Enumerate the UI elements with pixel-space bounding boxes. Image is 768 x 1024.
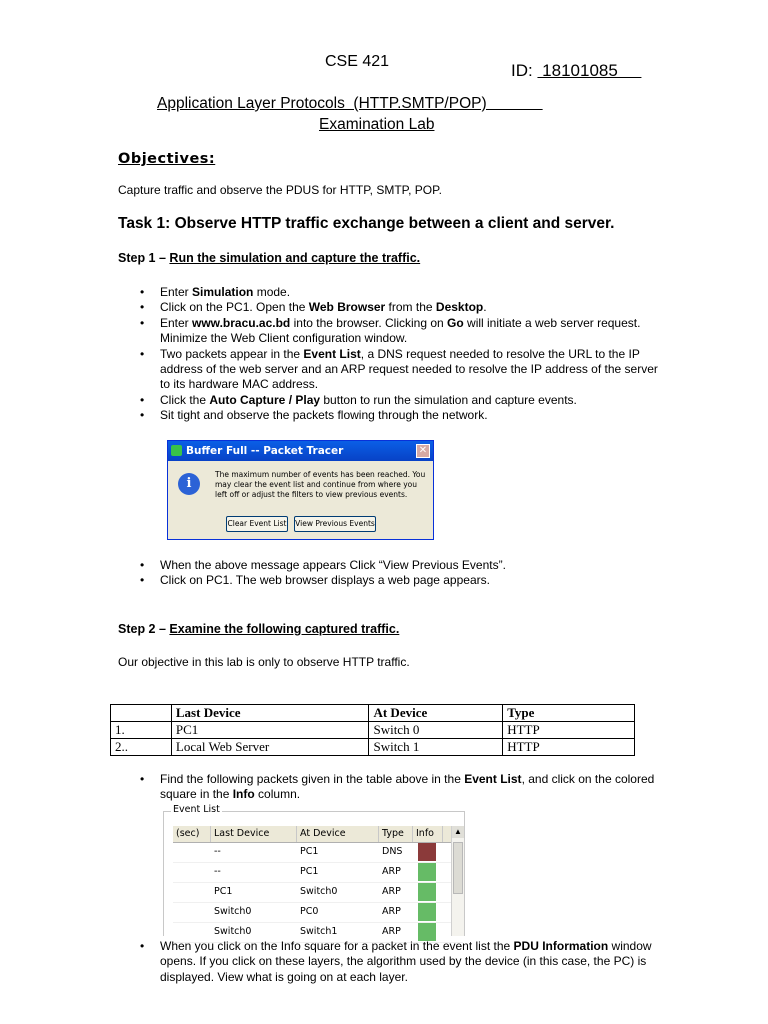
list-item: • When the above message appears Click “View Previous Events”.	[138, 558, 658, 573]
event-type: ARP	[382, 866, 401, 877]
event-at-device: PC0	[300, 906, 319, 917]
event-row[interactable]	[173, 863, 463, 883]
list-item: • When you click on the Info square for a packet in the event list the PDU Information window opens. If you click on these layers, the algorithm used by the device (in this case, the PC) is displayed. View what is going on at each layer.	[138, 939, 658, 985]
event-info-cell	[413, 843, 443, 862]
event-time	[173, 883, 211, 902]
list-item: • Click the Auto Capture / Play button to run the simulation and capture events.	[138, 393, 658, 408]
table-cell: PC1	[171, 722, 369, 739]
id-label: ID:	[511, 61, 538, 80]
dialog-message: The maximum number of events has been reached. You may clear the event list and continue from where you left off or adjust the filters to view previous events.	[215, 470, 426, 499]
list-item: • Enter www.bracu.ac.bd into the browser. Clicking on Go will initiate a web server request. Minimize the Web Client configuration window.	[138, 316, 658, 347]
event-list-header	[173, 826, 463, 843]
buffer-full-dialog	[167, 440, 434, 540]
column-header-type[interactable]: Type	[379, 826, 413, 842]
step2-prefix: Step 2 –	[118, 622, 170, 636]
event-list-panel	[161, 804, 466, 937]
table-header-row	[111, 705, 635, 722]
event-list-grid	[173, 826, 463, 943]
list-item: • Find the following packets given in the table above in the Event List, and click on the colored square in the Info column.	[138, 772, 658, 803]
event-row[interactable]	[173, 883, 463, 903]
event-row[interactable]	[173, 903, 463, 923]
event-last-device: --	[214, 846, 221, 857]
table-header	[111, 705, 172, 722]
task1-heading: Task 1: Observe HTTP traffic exchange between a client and server.	[118, 215, 615, 232]
list-item: • Click on the PC1. Open the Web Browser from the Desktop.	[138, 300, 658, 315]
event-type: ARP	[382, 886, 401, 897]
event-time	[173, 843, 211, 862]
step1-bullet-list	[138, 285, 658, 424]
event-last-device: PC1	[214, 886, 233, 897]
table-cell: Switch 1	[369, 739, 503, 756]
table-cell: Switch 0	[369, 722, 503, 739]
event-time	[173, 863, 211, 882]
step2-title: Examine the following captured traffic.	[169, 622, 400, 636]
event-row[interactable]	[173, 843, 463, 863]
event-list-legend: Event List	[173, 804, 220, 815]
event-last-device: --	[214, 866, 221, 877]
list-item: • Click on PC1. The web browser displays a web page appears.	[138, 573, 658, 588]
info-icon: i	[178, 473, 200, 495]
step2-bullet-list	[138, 772, 658, 803]
step1-heading	[118, 251, 420, 265]
dialog-titlebar	[168, 441, 433, 461]
event-at-device: PC1	[300, 846, 319, 857]
column-header-info[interactable]: Info	[413, 826, 443, 842]
lab-title-line1: Application Layer Protocols (HTTP.SMTP/POP)	[157, 95, 543, 112]
objectives-text: Capture traffic and observe the PDUS for HTTP, SMTP, POP.	[118, 183, 442, 197]
table-cell: 1.	[111, 722, 172, 739]
info-color-square[interactable]	[418, 883, 436, 901]
view-previous-events-button[interactable]: View Previous Events	[294, 516, 376, 532]
event-last-device: Switch0	[214, 906, 252, 917]
step1-bullet-list-2	[138, 558, 658, 589]
dialog-title: Buffer Full -- Packet Tracer	[186, 445, 344, 457]
step2-heading	[118, 622, 399, 636]
lab-title-line2: Examination Lab	[319, 116, 435, 133]
list-item: • Enter Simulation mode.	[138, 285, 658, 300]
event-last-device: Switch0	[214, 926, 252, 937]
event-time	[173, 903, 211, 922]
table-row	[111, 722, 635, 739]
event-at-device: Switch0	[300, 886, 338, 897]
close-icon[interactable]: ✕	[416, 444, 430, 458]
column-header-at-device[interactable]: At Device	[297, 826, 379, 842]
id-value: 18101085	[537, 61, 642, 80]
step2-intro: Our objective in this lab is only to observe HTTP traffic.	[118, 655, 410, 669]
course-code: CSE 421	[325, 53, 390, 70]
table-cell: HTTP	[503, 739, 635, 756]
list-item: • Two packets appear in the Event List, a DNS request needed to resolve the URL to the IP address of the web server and an ARP request needed to resolve the IP address of the server to its hardware MAC address.	[138, 347, 658, 393]
step1-prefix: Step 1 –	[118, 251, 170, 265]
student-id	[511, 61, 641, 81]
step1-title: Run the simulation and capture the traffic.	[169, 251, 421, 265]
column-header-sec[interactable]: (sec)	[173, 826, 211, 842]
event-type: ARP	[382, 906, 401, 917]
table-cell: Local Web Server	[171, 739, 369, 756]
http-packets-table	[110, 704, 635, 756]
event-at-device: Switch1	[300, 926, 338, 937]
event-type: ARP	[382, 926, 401, 937]
table-header: Type	[503, 705, 635, 722]
table-header: At Device	[369, 705, 503, 722]
table-header: Last Device	[171, 705, 369, 722]
table-row	[111, 739, 635, 756]
event-info-cell	[413, 903, 443, 922]
list-item: • Sit tight and observe the packets flowing through the network.	[138, 408, 658, 423]
table-cell: HTTP	[503, 722, 635, 739]
event-info-cell	[413, 883, 443, 902]
event-info-cell	[413, 863, 443, 882]
event-type: DNS	[382, 846, 403, 857]
info-color-square[interactable]	[418, 903, 436, 921]
packet-tracer-icon	[171, 445, 182, 456]
step2-bullet-list-2	[138, 939, 658, 985]
event-list-scrollbar[interactable]	[451, 826, 464, 936]
column-header-last-device[interactable]: Last Device	[211, 826, 297, 842]
clear-event-list-button[interactable]: Clear Event List	[226, 516, 288, 532]
scroll-up-arrow-icon[interactable]: ▲	[452, 826, 464, 838]
scrollbar-thumb[interactable]	[453, 842, 463, 894]
info-color-square[interactable]	[418, 843, 436, 861]
objectives-heading: Objectives:	[118, 151, 216, 167]
info-color-square[interactable]	[418, 863, 436, 881]
event-at-device: PC1	[300, 866, 319, 877]
table-cell: 2..	[111, 739, 172, 756]
